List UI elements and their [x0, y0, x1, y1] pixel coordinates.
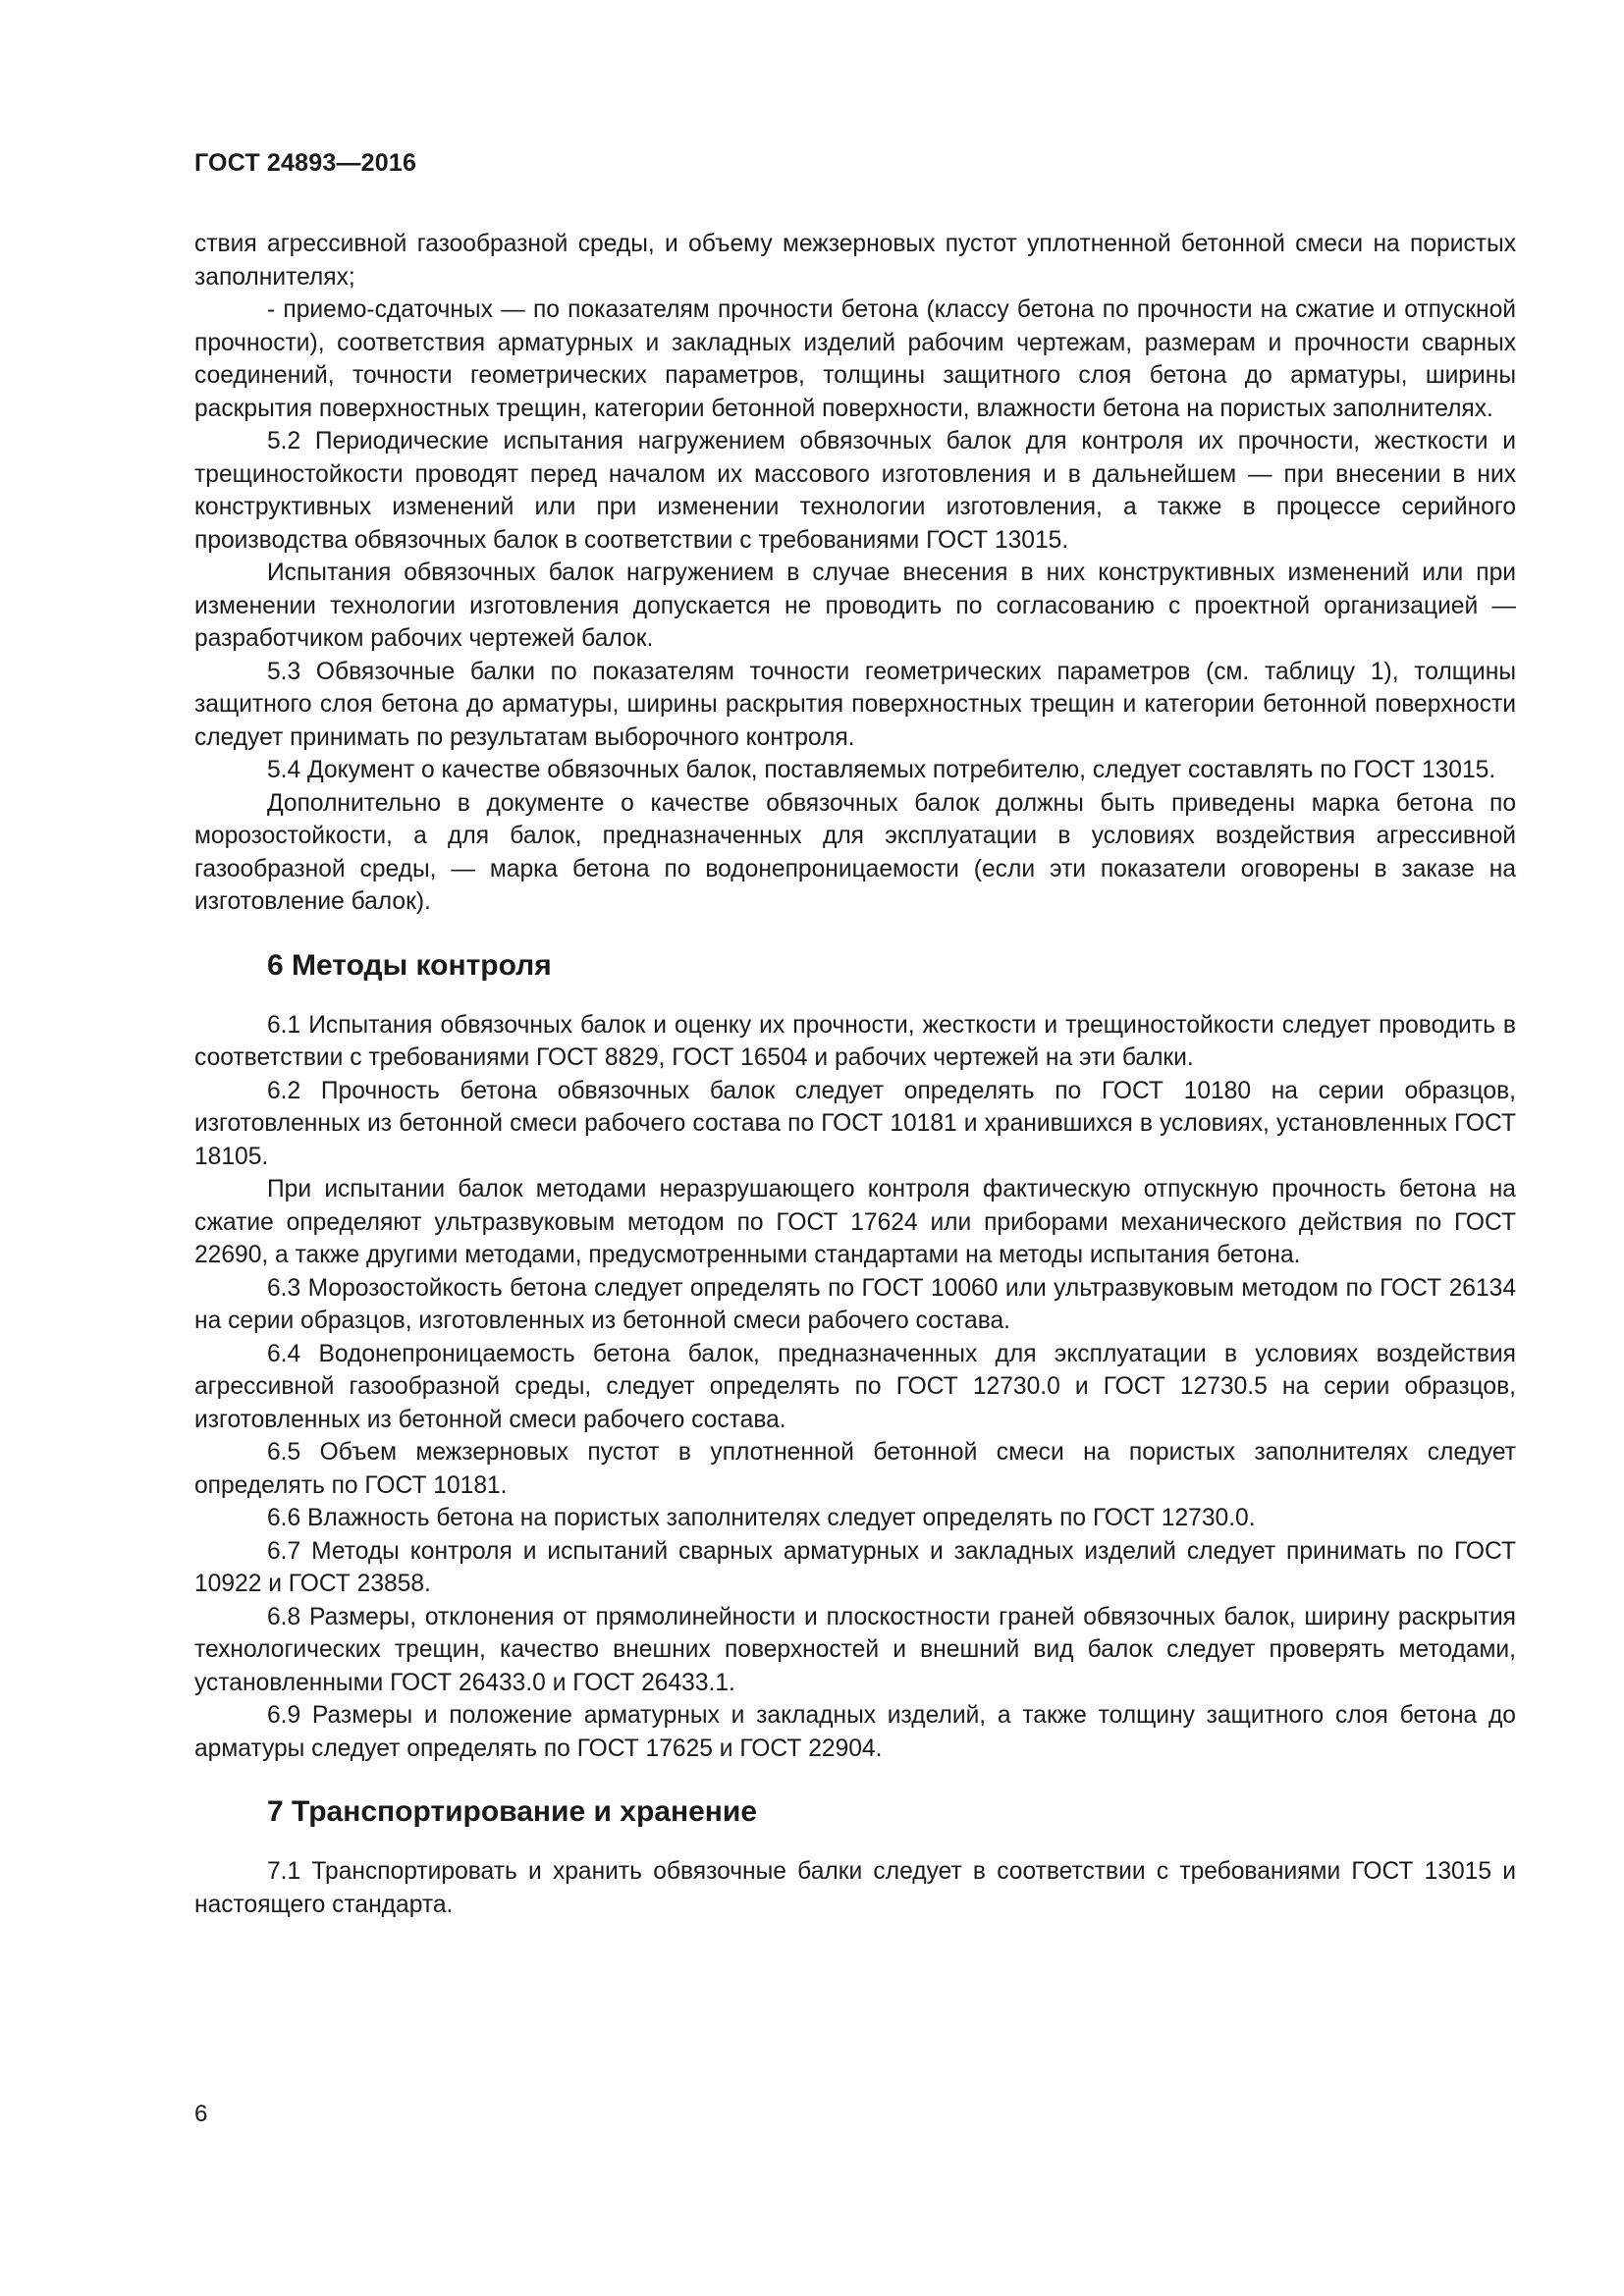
paragraph: 7.1 Транспортировать и хранить обвязочные балки следует в соответствии с требованиями ГОСТ 13015 и настоящего стандарта. — [194, 1858, 1516, 1918]
paragraph: Дополнительно в документе о качестве обвязочных балок должны быть приведены марка бетона по морозостойкости, а для балок, предназначенных для эксплуатации в условиях воздействия агрессивной газообразной среды, — марка бетона по водонепроницаемости (если эти показатели оговорены в заказе на изготовление балок). — [194, 789, 1516, 915]
spacer — [194, 919, 1516, 948]
paragraph: 6.6 Влажность бетона на пористых заполнителях следует определять по ГОСТ 12730.0. — [267, 1505, 1256, 1531]
section-heading-6: 6 Методы контроля — [267, 948, 552, 982]
paragraph: 6.4 Водонепроницаемость бетона балок, предназначенных для эксплуатации в условиях воздействия агрессивной газообразной среды, следует определять по ГОСТ 12730.0 и ГОСТ 12730.5 на серии образцов, изготовленных из бетонной смеси рабочего состава. — [194, 1340, 1516, 1433]
section-heading-7: 7 Транспортирование и хранение — [267, 1795, 758, 1828]
paragraph: - приемо-сдаточных — по показателям прочности бетона (классу бетона по прочности на сжатие и отпускной прочности), соответствия арматурных и закладных изделий рабочим чертежам, размерам и прочности сварных соединений, точности геометрических параметров, толщины защитного слоя бетона до арматуры, ширины раскрытия поверхностных трещин, категории бетонной поверхности, влажности бетона на пористых заполнителях. — [194, 296, 1516, 422]
paragraph: 5.4 Документ о качестве обвязочных балок, поставляемых потребителю, следует составлять по ГОСТ 13015. — [267, 757, 1496, 783]
paragraph: 6.2 Прочность бетона обвязочных балок следует определять по ГОСТ 10180 на серии образцов, изготовленных из бетонной смеси рабочего состава по ГОСТ 10181 и хранившихся в условиях, установленных ГОСТ 18105. — [194, 1077, 1516, 1170]
paragraph: При испытании балок методами неразрушающего контроля фактическую отпускную прочность бетона на сжатие определяют ультразвуковым методом по ГОСТ 17624 или приборами механического действия по ГОСТ 22690, а также другими методами, предусмотренными стандартами на методы испытания бетона. — [194, 1176, 1516, 1268]
paragraph: 6.3 Морозостойкость бетона следует определять по ГОСТ 10060 или ультразвуковым методом по ГОСТ 26134 на серии образцов, изготовленных из бетонной смеси рабочего состава. — [194, 1274, 1516, 1334]
document-header: ГОСТ 24893—2016 — [194, 149, 417, 177]
paragraph: 6.8 Размеры, отклонения от прямолинейности и плоскостности граней обвязочных балок, ширину раскрытия технологических трещин, качество внешних поверхностей и внешний вид балок следует проверять методами, установленными ГОСТ 26433.0 и ГОСТ 26433.1. — [194, 1603, 1516, 1696]
paragraph: Испытания обвязочных балок нагружением в случае внесения в них конструктивных изменений или при изменении технологии изготовления допускается не проводить по согласованию с проектной организацией — разработчиком рабочих чертежей балок. — [194, 560, 1516, 652]
page-number: 6 — [194, 2101, 208, 2127]
spacer — [194, 1765, 1516, 1794]
paragraph: 6.9 Размеры и положение арматурных и закладных изделий, а также толщину защитного слоя бетона до арматуры следует определять по ГОСТ 17625 и ГОСТ 22904. — [194, 1702, 1516, 1762]
paragraph: 6.5 Объем межзерновых пустот в уплотненной бетонной смеси на пористых заполнителях следует определять по ГОСТ 10181. — [194, 1439, 1516, 1499]
paragraph: 6.7 Методы контроля и испытаний сварных арматурных и закладных изделий следует принимать по ГОСТ 10922 и ГОСТ 23858. — [194, 1537, 1516, 1597]
paragraph: ствия агрессивной газообразной среды, и объему межзерновых пустот уплотненной бетонной смеси на пористых заполнителях; — [194, 231, 1516, 291]
spacer — [194, 1830, 1516, 1855]
document-body — [194, 228, 1516, 1921]
spacer — [194, 984, 1516, 1009]
paragraph: 6.1 Испытания обвязочных балок и оценку их прочности, жесткости и трещиностойкости следует проводить в соответствии с требованиями ГОСТ 8829, ГОСТ 16504 и рабочих чертежей на эти балки. — [194, 1011, 1516, 1071]
paragraph: 5.3 Обвязочные балки по показателям точности геометрических параметров (см. таблицу 1), толщины защитного слоя бетона до арматуры, ширины раскрытия поверхностных трещин и категории бетонной поверхности следует принимать по результатам выборочного контроля. — [194, 658, 1516, 751]
paragraph: 5.2 Периодические испытания нагружением обвязочных балок для контроля их прочности, жесткости и трещиностойкости проводят перед началом их массового изготовления и в дальнейшем — при внесении в них конструктивных изменений или при изменении технологии изготовления, а также в процессе серийного производства обвязочных балок в соответствии с требованиями ГОСТ 13015. — [194, 428, 1516, 554]
